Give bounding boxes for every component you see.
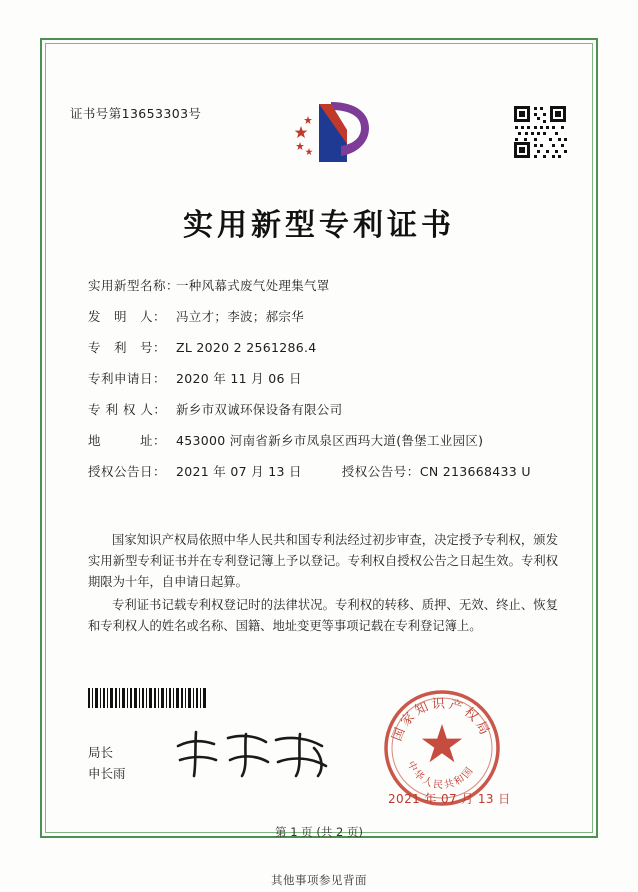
field-row-name — [88, 270, 558, 301]
field-value-patentee: 新乡市双诚环保设备有限公司 — [176, 402, 343, 417]
seal-date: 2021 年 07 月 13 日 — [388, 792, 511, 806]
field-list — [88, 270, 558, 487]
legal-paragraphs — [88, 530, 558, 639]
field-row-application-date — [88, 363, 558, 394]
field-label-inventors: 发 明 人： — [88, 309, 167, 324]
field-label-grant-date: 授权公告日： — [88, 464, 167, 479]
field-value-grant-number: CN 213668433 U — [419, 464, 531, 479]
page-title: 实用新型专利证书 — [183, 208, 455, 243]
field-value-application-date: 2020 年 11 月 06 日 — [176, 371, 302, 386]
page-number: 第 1 页 (共 2 页) — [275, 825, 363, 839]
field-value-patent-number: ZL 2020 2 2561286.4 — [176, 340, 317, 355]
field-label-patent-number: 专 利 号： — [88, 340, 167, 355]
field-label-address: 地 址： — [88, 433, 167, 448]
field-row-inventors — [88, 301, 558, 332]
field-label-name: 实用新型名称： — [88, 278, 180, 293]
footer-note: 其他事项参见背面 — [271, 873, 367, 887]
field-value-name: 一种风幕式废气处理集气罩 — [176, 278, 330, 293]
field-label-patentee: 专 利 权 人： — [88, 402, 167, 417]
svg-text:国家知识产权局: 国家知识产权局 — [389, 696, 493, 744]
director-name: 申长雨 — [88, 766, 126, 781]
certificate-number: 证书号第13653303号 — [70, 106, 202, 121]
patent-emblem-icon — [285, 96, 377, 168]
frame-corner-top-left — [40, 38, 66, 64]
director-block — [88, 742, 126, 784]
field-label-application-date: 专利申请日： — [88, 371, 167, 386]
field-value-grant-date: 2021 年 07 月 13 日 — [176, 464, 302, 479]
handwritten-signature-icon — [168, 726, 338, 782]
field-row-grant — [88, 456, 558, 487]
svg-text:中华人民共和国: 中华人民共和国 — [404, 759, 477, 792]
director-label: 局长 — [88, 745, 114, 760]
field-label-grant-number: 授权公告号： — [341, 464, 420, 479]
field-value-address: 453000 河南省新乡市凤泉区西玛大道(鲁堡工业园区) — [176, 433, 484, 448]
barcode-icon — [88, 688, 208, 708]
field-row-address — [88, 425, 558, 456]
field-row-patent-number — [88, 332, 558, 363]
frame-corner-top-right — [572, 38, 598, 64]
paragraph-grant: 国家知识产权局依照中华人民共和国专利法经过初步审查，决定授予专利权，颁发实用新型专利证书并在专利登记簿上予以登记。专利权自授权公告之日起生效。专利权期限为十年，自申请日起算。 — [88, 533, 558, 589]
field-value-inventors: 冯立才；李波；郝宗华 — [176, 309, 305, 324]
field-row-patentee — [88, 394, 558, 425]
paragraph-registry: 专利证书记载专利权登记时的法律状况。专利权的转移、质押、无效、终止、恢复和专利权人的姓名或名称、国籍、地址变更等事项记载在专利登记簿上。 — [88, 598, 558, 633]
qr-code-icon — [512, 104, 568, 160]
